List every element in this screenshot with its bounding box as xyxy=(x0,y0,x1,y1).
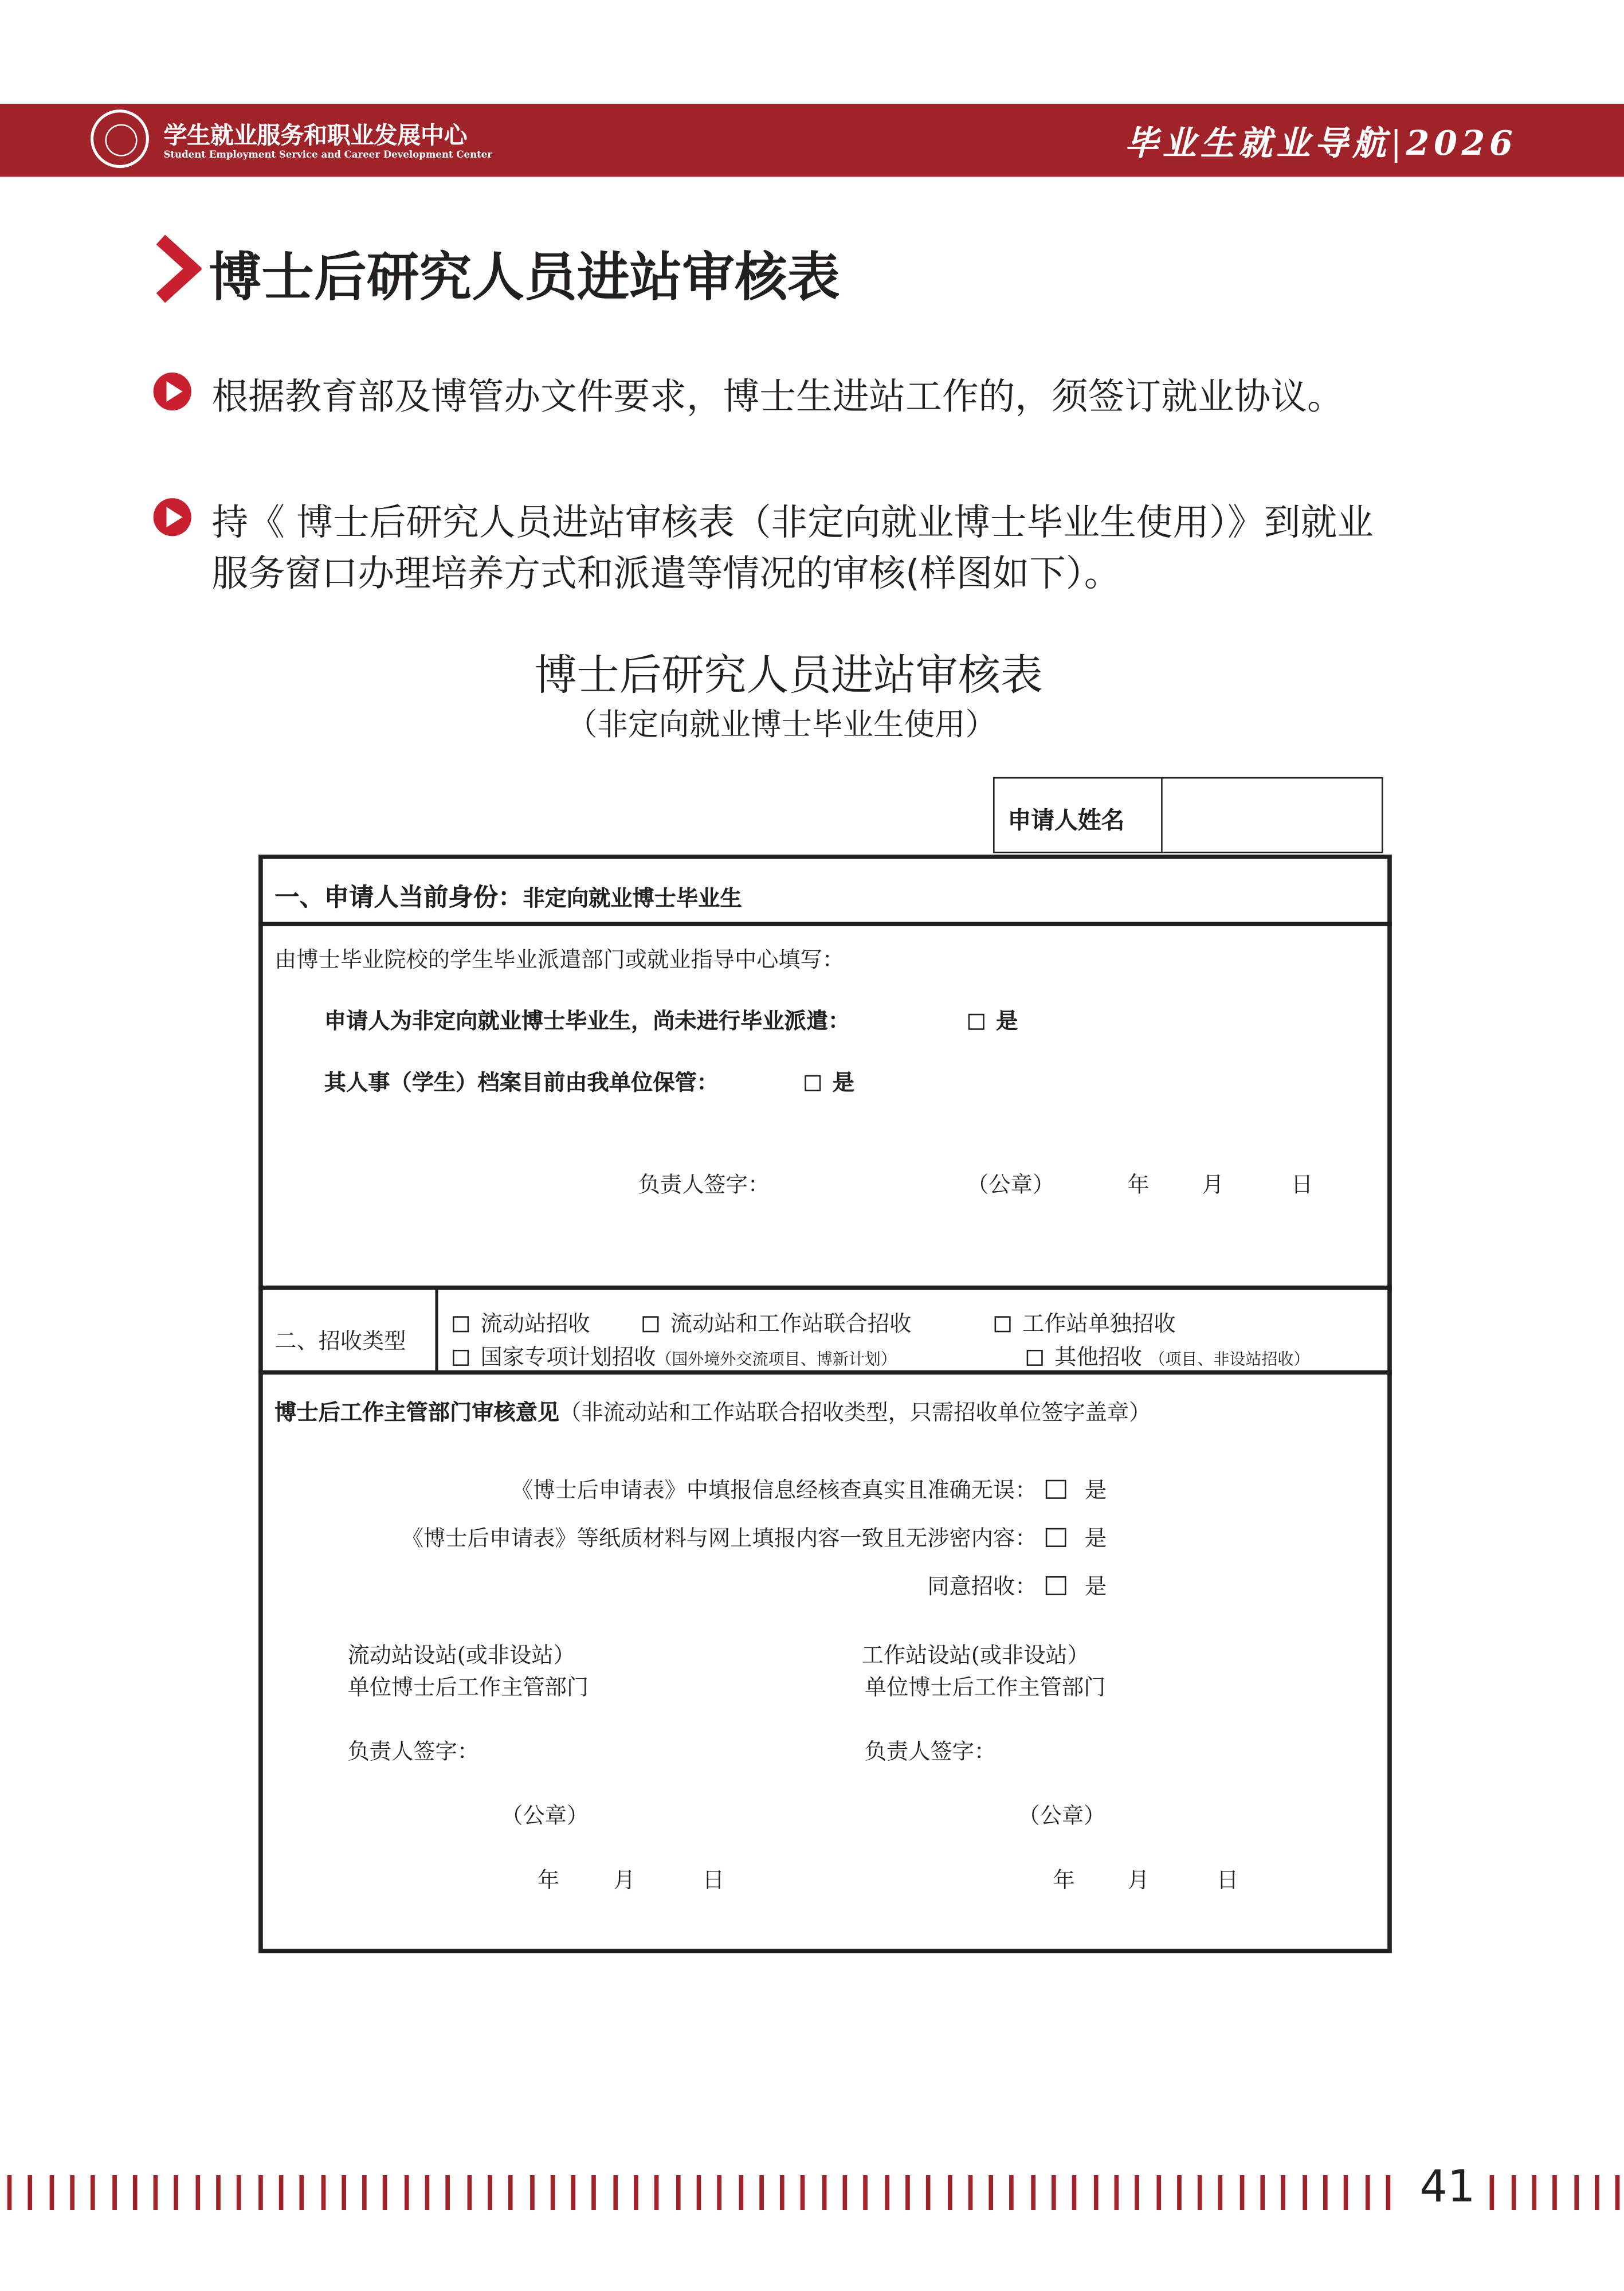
type-label: 工作站单独招收 xyxy=(1022,1310,1176,1337)
s1-year: 年 xyxy=(1127,1171,1150,1198)
footer-tick xyxy=(154,2175,158,2210)
footer-tick xyxy=(7,2175,12,2210)
footer-tick xyxy=(1010,2175,1014,2210)
footer-tick xyxy=(884,2175,889,2210)
footer-tick xyxy=(696,2175,701,2210)
s1-q2-checkbox[interactable] xyxy=(805,1066,854,1097)
footer-tick xyxy=(613,2175,618,2210)
footer-tick xyxy=(383,2175,388,2210)
footer-tick xyxy=(1260,2175,1265,2210)
left-month: 月 xyxy=(613,1867,636,1893)
right-seal: （公章） xyxy=(1018,1802,1106,1829)
footer-tick xyxy=(759,2175,764,2210)
s1-month: 月 xyxy=(1202,1171,1224,1198)
name-label: 申请人姓名 xyxy=(1007,806,1125,835)
footer-tick xyxy=(1595,2175,1599,2210)
footer-tick xyxy=(634,2175,638,2210)
footer-tick xyxy=(822,2175,826,2210)
footer-tick xyxy=(1219,2175,1223,2210)
footer-tick xyxy=(1031,2175,1035,2210)
left-unit-2: 单位博士后工作主管部门 xyxy=(347,1674,589,1701)
footer-tick xyxy=(592,2175,597,2210)
right-unit-1: 工作站设站(或非设站） xyxy=(861,1642,1089,1669)
s1-note: 由博士毕业院校的学生毕业派遣部门或就业指导中心填写： xyxy=(274,946,845,973)
type-label: 流动站和工作站联合招收 xyxy=(670,1310,912,1337)
left-day: 日 xyxy=(702,1867,725,1893)
checkbox-icon[interactable] xyxy=(453,1350,469,1366)
s3-q3-checkbox[interactable] xyxy=(1046,1571,1107,1601)
s1-seal: （公章） xyxy=(967,1171,1055,1198)
play-bullet-icon xyxy=(154,373,191,410)
footer-tick xyxy=(237,2175,242,2210)
footer-tick xyxy=(1490,2175,1494,2210)
footer-tick xyxy=(112,2175,116,2210)
left-unit-1: 流动站设站(或非设站） xyxy=(347,1642,575,1669)
checkbox-icon[interactable] xyxy=(1046,1576,1066,1595)
s3-heading xyxy=(274,1396,1151,1427)
right-sign: 负责人签字： xyxy=(864,1738,997,1765)
type-option-5[interactable] xyxy=(1027,1341,1310,1372)
footer-tick xyxy=(1574,2175,1578,2210)
checkbox-icon[interactable] xyxy=(1046,1528,1066,1547)
yes-label: 是 xyxy=(1085,1477,1107,1503)
type-label: 流动站招收 xyxy=(480,1310,590,1337)
footer-tick xyxy=(195,2175,200,2210)
s1-label: 一、申请人当前身份： xyxy=(274,883,523,913)
yes-label: 是 xyxy=(1085,1525,1107,1552)
footer-tick xyxy=(70,2175,74,2210)
guide-label: 毕业生就业导航 xyxy=(1124,124,1391,164)
footer-tick xyxy=(91,2175,95,2210)
yes-label: 是 xyxy=(1085,1573,1107,1600)
page-number: 41 xyxy=(1419,2161,1476,2214)
type-label: 其他招收 xyxy=(1054,1344,1143,1370)
footer-tick xyxy=(1052,2175,1056,2210)
footer-tick xyxy=(1156,2175,1160,2210)
footer-tick xyxy=(1093,2175,1098,2210)
guide-title: 毕业生就业导航|2026 xyxy=(1124,124,1517,164)
footer-tick xyxy=(989,2175,994,2210)
footer-tick xyxy=(801,2175,806,2210)
checkbox-icon[interactable] xyxy=(642,1316,658,1332)
footer-tick xyxy=(655,2175,660,2210)
footer-tick xyxy=(1615,2175,1620,2210)
footer-tick xyxy=(864,2175,868,2210)
footer-tick xyxy=(488,2175,492,2210)
s1-question-1: 申请人为非定向就业博士毕业生，尚未进行毕业派遣： xyxy=(324,1008,850,1035)
footer-tick xyxy=(529,2175,534,2210)
checkbox-icon[interactable] xyxy=(1046,1480,1066,1499)
right-unit-2: 单位博士后工作主管部门 xyxy=(864,1674,1106,1701)
chevron-icon xyxy=(152,234,202,304)
footer-tick xyxy=(905,2175,910,2210)
right-year: 年 xyxy=(1053,1867,1075,1893)
checkbox-icon[interactable] xyxy=(453,1316,469,1332)
footer-tick xyxy=(320,2175,325,2210)
footer-tick xyxy=(947,2175,952,2210)
footer-tick xyxy=(425,2175,430,2210)
footer-tick xyxy=(926,2175,931,2210)
row-divider xyxy=(258,1286,1392,1290)
footer-tick xyxy=(780,2175,784,2210)
footer-tick xyxy=(571,2175,576,2210)
footer-tick xyxy=(1072,2175,1077,2210)
s3-question-2: 《博士后申请表》等纸质材料与网上填报内容一致且无涉密内容： xyxy=(401,1525,1037,1552)
checkbox-icon[interactable] xyxy=(1027,1350,1043,1366)
footer-tick xyxy=(1281,2175,1286,2210)
footer-tick xyxy=(362,2175,367,2210)
bullet-text-3: 服务窗口办理培养方式和派遣等情况的审核(样图如下）。 xyxy=(211,552,1121,595)
footer-tick xyxy=(174,2175,179,2210)
s3-q1-checkbox[interactable] xyxy=(1046,1474,1107,1505)
bullet-text-2: 持《 博士后研究人员进站审核表（非定向就业博士毕业生使用）》到就业 xyxy=(211,501,1374,544)
footer-tick xyxy=(132,2175,137,2210)
s1-sign: 负责人签字： xyxy=(638,1171,770,1198)
footer-tick xyxy=(550,2175,555,2210)
s1-day: 日 xyxy=(1290,1171,1313,1198)
form-subtitle: （非定向就业博士毕业生使用） xyxy=(566,707,997,742)
s3-q2-checkbox[interactable] xyxy=(1046,1522,1107,1553)
footer-tick xyxy=(1323,2175,1328,2210)
col-divider xyxy=(435,1289,438,1372)
checkbox-icon[interactable] xyxy=(805,1075,821,1091)
bullet-text-1: 根据教育部及博管办文件要求，博士生进站工作的，须签订就业协议。 xyxy=(211,375,1344,418)
section-title: 博士后研究人员进站审核表 xyxy=(209,248,840,308)
footer-tick xyxy=(738,2175,743,2210)
footer-tick xyxy=(258,2175,262,2210)
footer-tick xyxy=(1386,2175,1390,2210)
footer-tick xyxy=(342,2175,346,2210)
org-name-cn: 学生就业服务和职业发展中心 xyxy=(163,121,468,149)
type-label: 国家专项计划招收 xyxy=(480,1344,656,1370)
footer-tick xyxy=(446,2175,450,2210)
footer-tick xyxy=(717,2175,722,2210)
type-note: （国外境外交流项目、博新计划） xyxy=(656,1349,897,1369)
footer-tick xyxy=(216,2175,221,2210)
s3-title: 博士后工作主管部门审核意见 xyxy=(274,1399,560,1426)
s1-value: 非定向就业博士毕业生 xyxy=(523,885,742,912)
footer-tick xyxy=(279,2175,284,2210)
right-month: 月 xyxy=(1127,1867,1150,1893)
right-day: 日 xyxy=(1216,1867,1239,1893)
footer-tick xyxy=(467,2175,472,2210)
type-option-1[interactable] xyxy=(453,1307,590,1338)
footer-tick xyxy=(300,2175,304,2210)
yes-label: 是 xyxy=(832,1069,854,1096)
footer-tick xyxy=(1344,2175,1348,2210)
left-seal: （公章） xyxy=(501,1802,589,1829)
s1-q1-checkbox[interactable] xyxy=(968,1005,1018,1036)
footer-tick xyxy=(1365,2175,1370,2210)
guide-year: 2026 xyxy=(1406,124,1517,164)
checkbox-icon[interactable] xyxy=(968,1014,984,1030)
footer-tick xyxy=(1177,2175,1182,2210)
footer-tick xyxy=(843,2175,848,2210)
footer-tick xyxy=(1553,2175,1558,2210)
footer-tick xyxy=(1239,2175,1244,2210)
row-divider xyxy=(258,922,1392,926)
footer-tick xyxy=(404,2175,409,2210)
play-bullet-icon xyxy=(154,498,191,536)
footer-tick xyxy=(28,2175,33,2210)
footer-tick xyxy=(676,2175,680,2210)
s3-note: （非流动站和工作站联合招收类型，只需招收单位签字盖章） xyxy=(559,1399,1151,1426)
form-title: 博士后研究人员进站审核表 xyxy=(534,650,1043,700)
s1-question-2: 其人事（学生）档案目前由我单位保管： xyxy=(324,1069,719,1096)
footer-tick xyxy=(1114,2175,1119,2210)
left-sign: 负责人签字： xyxy=(347,1738,479,1765)
name-field[interactable] xyxy=(1164,780,1380,850)
type-option-2[interactable] xyxy=(642,1307,911,1338)
left-year: 年 xyxy=(537,1867,560,1893)
footer-tick xyxy=(1532,2175,1536,2210)
s3-question-3: 同意招收： xyxy=(927,1573,1037,1600)
org-name-en: Student Employment Service and Career Development Center xyxy=(163,148,493,161)
checkbox-icon[interactable] xyxy=(995,1316,1011,1332)
university-logo xyxy=(91,109,149,168)
footer-tick xyxy=(1302,2175,1307,2210)
type-option-3[interactable] xyxy=(995,1307,1176,1338)
type-note: （项目、非设站招收） xyxy=(1149,1349,1310,1369)
type-option-4[interactable] xyxy=(453,1341,897,1372)
s2-label: 二、招收类型 xyxy=(274,1327,406,1354)
footer-tick xyxy=(1511,2175,1516,2210)
s3-question-1: 《博士后申请表》中填报信息经核查真实且准确无误： xyxy=(511,1477,1037,1503)
footer-tick xyxy=(508,2175,513,2210)
footer-tick xyxy=(1135,2175,1140,2210)
footer-tick xyxy=(1198,2175,1202,2210)
footer-tick xyxy=(49,2175,54,2210)
section1-heading xyxy=(274,876,742,913)
yes-label: 是 xyxy=(996,1008,1018,1035)
name-divider xyxy=(1161,777,1163,853)
footer-tick xyxy=(968,2175,972,2210)
